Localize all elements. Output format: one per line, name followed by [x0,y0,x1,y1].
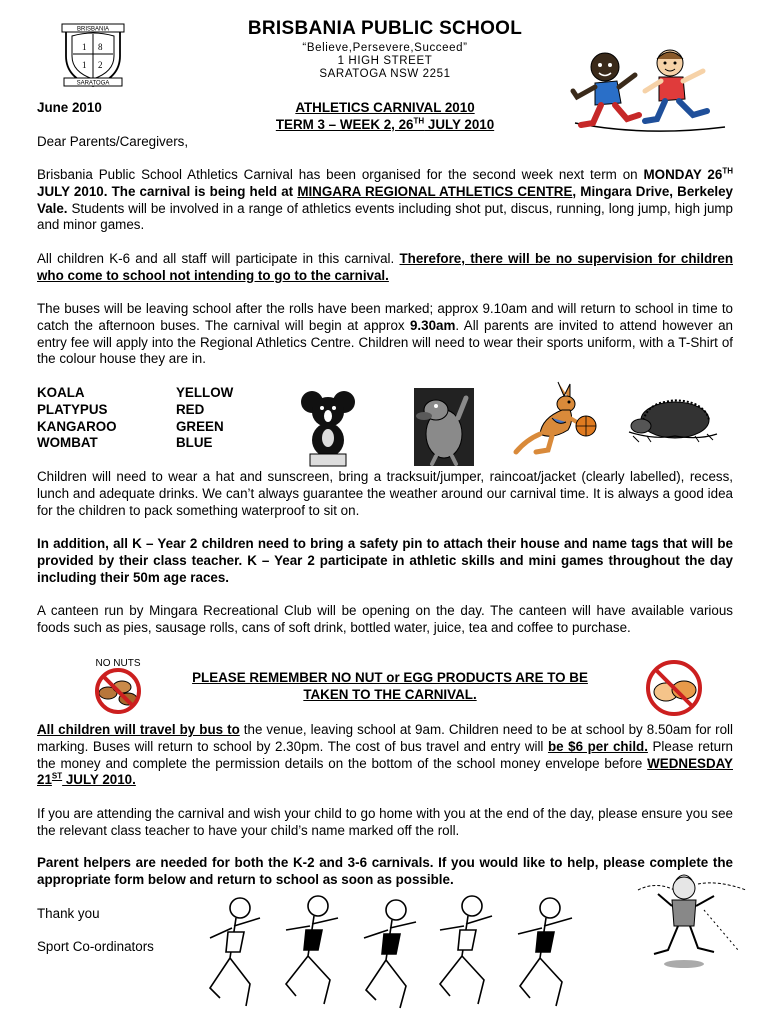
event-title: ATHLETICS CARNIVAL 2010 [295,100,475,115]
school-name: BRISBANIA PUBLIC SCHOOL [247,18,523,39]
participation-paragraph: All children K-6 and all staff will participate in this carnival. Therefore, there will be no supervision for children who come to school not intending to go to the carnival. [37,251,733,283]
no-nuts-label: NO NUTS [95,658,141,669]
event-term-date: TERM 3 – WEEK 2, 26TH JULY 2010 [275,116,495,132]
address-suburb: SARATOGA NSW 2251 [319,68,451,80]
svg-text:1: 1 [82,60,87,70]
finish-line-runner-clipart [628,870,748,970]
bus-schedule-paragraph: The buses will be leaving school after the rolls have been marked; approx 9.10am and will return to school in time to catch the afternoon buses. The carnival will begin at approx 9.30am. All parents are invited to attend however an entry fee will apply into the Regional Athletics Centre. Children will need to wear their sports uniform, with a T-Shirt of the colour house they are in. [37,301,733,367]
house-colour: RED [176,401,205,417]
school-motto: “Believe,Persevere,Succeed” [302,42,468,54]
no-eggs-icon [638,656,710,718]
letter-date: June 2010 [37,100,102,115]
house-colour: BLUE [176,435,213,451]
house-colour: GREEN [176,418,224,434]
running-kids-clipart [565,45,735,135]
crest-banner-bottom: SARATOGA [76,80,110,87]
parent-helpers-paragraph: Parent helpers are needed for both the K-2 and 3-6 carnivals. If you would like to help, please complete the appropriate form below and return to school as soon as possible. [37,855,733,887]
greeting: Dear Parents/Caregivers, [37,134,189,149]
runners-clipart [200,888,600,1018]
address-street: 1 HIGH STREET [337,55,433,67]
going-home-paragraph: If you are attending the carnival and wish your child to go home with you at the end of the day, please ensure you see the relevant class teacher to have your child’s name marked off the roll. [37,806,733,838]
koala-icon [300,388,356,466]
house-name: KOALA [37,385,85,400]
platypus-icon [414,388,474,466]
house-name: WOMBAT [37,435,98,451]
wombat-icon [625,392,721,442]
closing: Thank you [37,906,100,921]
k2-safety-pin-paragraph: In addition, all K – Year 2 children need to bring a safety pin to attach their house and name tags that will be provided by their class teacher. K – Year 2 participate in athletic skills and mini games throughout the day including their 50m age races. [37,536,733,585]
house-colour: YELLOW [176,385,234,400]
canteen-paragraph: A canteen run by Mingara Recreational Club will be opening on the day. The canteen will have available various foods such as pies, sausage rolls, cans of soft drink, bottled water, juice, tea and coffee to purchase. [37,603,733,635]
house-colours-list [176,385,233,452]
no-nuts-icon [82,655,154,715]
intro-paragraph: Brisbania Public School Athletics Carnival has been organised for the second week next term on MONDAY 26TH JULY 2010. The carnival is being held at MINGARA REGIONAL ATHLETICS CENTRE, Mingara Drive, Berkeley Vale. Students will be involved in a range of athletics events including shot put, discus, running, long jump, high jump and minor games. [37,166,734,233]
house-name: PLATYPUS [37,401,108,417]
signature: Sport Co-ordinators [37,939,154,954]
house-name: KANGAROO [37,418,117,434]
svg-text:1: 1 [82,42,87,52]
kangaroo-icon [512,378,602,456]
svg-text:8: 8 [98,42,103,52]
svg-text:2: 2 [98,60,103,70]
clothing-paragraph: Children will need to wear a hat and sunscreen, bring a tracksuit/jumper, raincoat/jacket (clearly labelled), recess, lunch and adequate drinks. We can’t always guarantee the weather around our carnival time. It is always a good idea for the children to pack something waterproof to sit on. [37,469,733,518]
no-nut-egg-reminder: PLEASE REMEMBER NO NUT or EGG PRODUCTS ARE TO BE TAKEN TO THE CARNIVAL. [192,670,588,702]
school-crest-logo [58,20,128,90]
crest-banner-top: BRISBANIA [76,26,110,33]
house-names-list [37,385,117,452]
bus-cost-paragraph: All children will travel by bus to the venue, leaving school at 9am. Children need to be at school by 8.50am for roll marking. Buses will return to school by 2.30pm. The cost of bus travel and entry will be $6 per child. Please return the money and complete the permission details on the bottom of the school money envelope before WEDNESDAY 21ST JULY 2010. [37,722,733,788]
